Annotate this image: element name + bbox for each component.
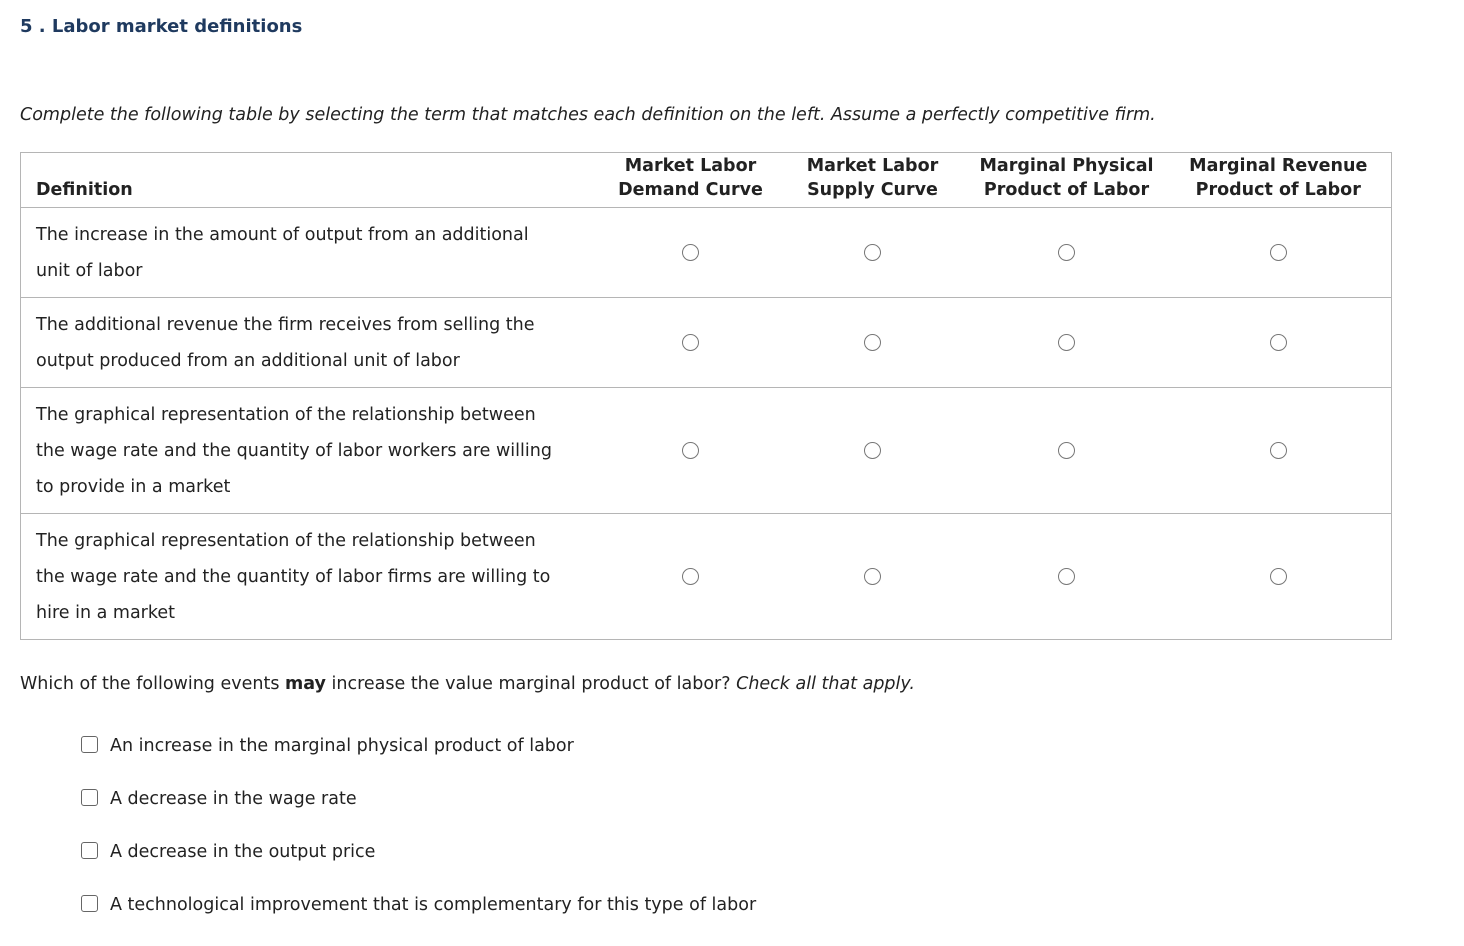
definition-line: to provide in a market — [36, 476, 231, 497]
checkbox[interactable] — [81, 789, 98, 806]
definition-line: hire in a market — [36, 602, 176, 623]
radio-cell — [778, 298, 968, 388]
checkbox-label[interactable]: A decrease in the wage rate — [110, 789, 357, 809]
prompt-text: increase the value marginal product of labor? — [325, 674, 737, 694]
column-header-market-labor-supply — [778, 153, 968, 208]
radio-cell — [968, 298, 1166, 388]
definition-cell — [21, 514, 604, 640]
definition-line: the wage rate and the quantity of labor workers are willing — [36, 440, 552, 461]
prompt-instruction: Check all that apply. — [736, 674, 915, 694]
matching-table — [20, 152, 1392, 640]
radio-button[interactable] — [864, 244, 881, 261]
prompt-emphasis: may — [285, 674, 326, 694]
checkbox-label[interactable]: A technological improvement that is complementary for this type of labor — [110, 895, 757, 915]
column-header-market-labor-demand — [604, 153, 778, 208]
definition-line: The graphical representation of the relationship between — [36, 530, 536, 551]
radio-button[interactable] — [1270, 568, 1287, 585]
prompt-text: Which of the following events — [20, 674, 286, 694]
radio-cell — [968, 514, 1166, 640]
definition-line: The additional revenue the firm receives from selling the — [36, 314, 535, 335]
radio-button[interactable] — [1058, 334, 1075, 351]
checkbox[interactable] — [81, 736, 98, 753]
radio-cell — [1166, 514, 1392, 640]
definition-cell — [21, 298, 604, 388]
question-title: 5 . Labor market definitions — [20, 16, 303, 37]
radio-cell — [604, 388, 778, 514]
radio-button[interactable] — [1058, 568, 1075, 585]
table-row — [21, 208, 1392, 298]
radio-button[interactable] — [864, 568, 881, 585]
column-header-line: Market Labor — [806, 156, 939, 176]
radio-button[interactable] — [1270, 244, 1287, 261]
column-header-line: Marginal Revenue — [1189, 156, 1368, 176]
definition-line: the wage rate and the quantity of labor firms are willing to — [36, 566, 551, 587]
radio-cell — [1166, 298, 1392, 388]
radio-button[interactable] — [682, 244, 699, 261]
radio-cell — [604, 298, 778, 388]
radio-button[interactable] — [682, 334, 699, 351]
checkbox-option[interactable] — [81, 734, 756, 787]
definition-cell — [21, 388, 604, 514]
radio-cell — [1166, 208, 1392, 298]
column-header-marginal-physical-product — [968, 153, 1166, 208]
radio-button[interactable] — [1058, 244, 1075, 261]
radio-cell — [968, 208, 1166, 298]
radio-cell — [778, 514, 968, 640]
definition-cell — [21, 208, 604, 298]
radio-button[interactable] — [1058, 442, 1075, 459]
definition-column-header: Definition — [21, 153, 604, 208]
checkbox-label[interactable]: A decrease in the output price — [110, 842, 376, 862]
column-header-line: Supply Curve — [807, 180, 938, 200]
definition-line: output produced from an additional unit of labor — [36, 350, 460, 371]
definition-line: The increase in the amount of output from an additional — [36, 224, 529, 245]
table-row — [21, 514, 1392, 640]
column-header-line: Demand Curve — [618, 180, 763, 200]
radio-cell — [778, 388, 968, 514]
column-header-line: Product of Labor — [983, 180, 1150, 200]
radio-button[interactable] — [1270, 442, 1287, 459]
radio-cell — [604, 514, 778, 640]
checkbox[interactable] — [81, 895, 98, 912]
definition-line: unit of labor — [36, 260, 143, 281]
radio-cell — [968, 388, 1166, 514]
checkbox-option[interactable] — [81, 893, 756, 946]
check-all-prompt — [20, 674, 915, 694]
column-header-marginal-revenue-product — [1166, 153, 1392, 208]
checkbox-option[interactable] — [81, 840, 756, 893]
checkbox-label[interactable]: An increase in the marginal physical product of labor — [110, 736, 574, 756]
radio-button[interactable] — [1270, 334, 1287, 351]
checkbox-options-list — [81, 734, 756, 946]
radio-button[interactable] — [682, 568, 699, 585]
column-header-line: Product of Labor — [1195, 180, 1361, 200]
radio-button[interactable] — [682, 442, 699, 459]
radio-button[interactable] — [864, 442, 881, 459]
radio-cell — [778, 208, 968, 298]
table-row — [21, 298, 1392, 388]
radio-button[interactable] — [864, 334, 881, 351]
column-header-line: Market Labor — [624, 156, 757, 176]
radio-cell — [604, 208, 778, 298]
radio-cell — [1166, 388, 1392, 514]
checkbox-option[interactable] — [81, 787, 756, 840]
definition-line: The graphical representation of the relationship between — [36, 404, 536, 425]
checkbox[interactable] — [81, 842, 98, 859]
instructions-text: Complete the following table by selecting the term that matches each definition on the left. Assume a perfectly competitive firm. — [20, 105, 1156, 125]
column-header-line: Marginal Physical — [979, 156, 1154, 176]
table-header-row — [21, 153, 1392, 208]
table-row — [21, 388, 1392, 514]
